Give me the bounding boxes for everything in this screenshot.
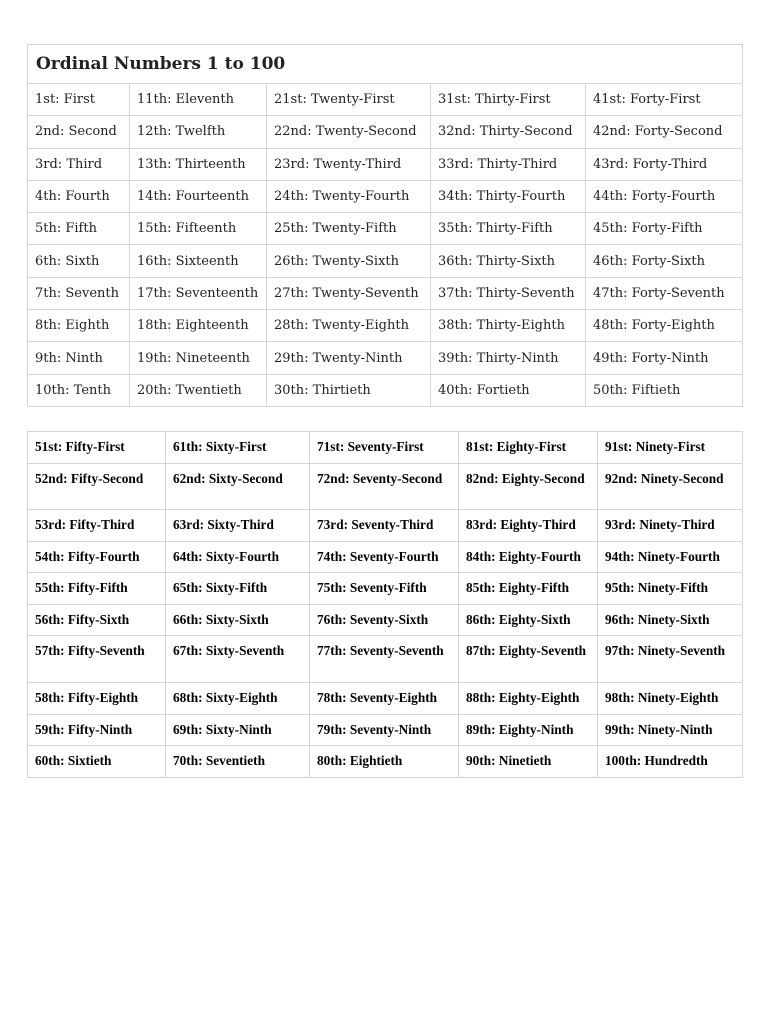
ordinal-cell: 72nd: Seventy-Second <box>310 463 459 510</box>
ordinal-cell: 68th: Sixty-Eighth <box>166 682 310 714</box>
ordinal-cell: 10th: Tenth <box>28 374 130 406</box>
ordinals-table-1-to-50 <box>27 44 743 407</box>
ordinal-cell: 7th: Seventh <box>28 277 130 309</box>
table-row <box>28 148 743 180</box>
ordinal-cell: 12th: Twelfth <box>130 116 267 148</box>
table-row <box>28 374 743 406</box>
ordinal-cell: 31st: Thirty-First <box>431 84 586 116</box>
ordinal-cell: 52nd: Fifty-Second <box>28 463 166 510</box>
ordinal-cell: 99th: Ninety-Ninth <box>598 714 743 746</box>
ordinal-cell: 45th: Forty-Fifth <box>586 213 743 245</box>
ordinal-cell: 30th: Thirtieth <box>267 374 431 406</box>
ordinal-cell: 14th: Fourteenth <box>130 180 267 212</box>
table-row <box>28 510 743 542</box>
ordinal-cell: 4th: Fourth <box>28 180 130 212</box>
ordinal-cell: 77th: Seventy-Seventh <box>310 636 459 683</box>
ordinal-cell: 97th: Ninety-Seventh <box>598 636 743 683</box>
ordinal-cell: 64th: Sixty-Fourth <box>166 541 310 573</box>
ordinal-cell: 86th: Eighty-Sixth <box>459 604 598 636</box>
ordinal-cell: 15th: Fifteenth <box>130 213 267 245</box>
ordinal-cell: 54th: Fifty-Fourth <box>28 541 166 573</box>
ordinal-cell: 39th: Thirty-Ninth <box>431 342 586 374</box>
ordinal-cell: 33rd: Thirty-Third <box>431 148 586 180</box>
table-row <box>28 310 743 342</box>
ordinal-cell: 19th: Nineteenth <box>130 342 267 374</box>
table-row <box>28 116 743 148</box>
ordinal-cell: 66th: Sixty-Sixth <box>166 604 310 636</box>
ordinal-cell: 11th: Eleventh <box>130 84 267 116</box>
ordinal-cell: 20th: Twentieth <box>130 374 267 406</box>
ordinal-cell: 57th: Fifty-Seventh <box>28 636 166 683</box>
ordinal-cell: 92nd: Ninety-Second <box>598 463 743 510</box>
table-row <box>28 180 743 212</box>
ordinal-cell: 50th: Fiftieth <box>586 374 743 406</box>
ordinal-cell: 6th: Sixth <box>28 245 130 277</box>
ordinal-cell: 2nd: Second <box>28 116 130 148</box>
ordinal-cell: 28th: Twenty-Eighth <box>267 310 431 342</box>
ordinal-cell: 21st: Twenty-First <box>267 84 431 116</box>
ordinal-cell: 42nd: Forty-Second <box>586 116 743 148</box>
ordinal-cell: 36th: Thirty-Sixth <box>431 245 586 277</box>
ordinal-cell: 41st: Forty-First <box>586 84 743 116</box>
ordinal-cell: 51st: Fifty-First <box>28 432 166 464</box>
ordinal-cell: 80th: Eightieth <box>310 746 459 778</box>
ordinal-cell: 18th: Eighteenth <box>130 310 267 342</box>
ordinal-cell: 76th: Seventy-Sixth <box>310 604 459 636</box>
ordinal-cell: 22nd: Twenty-Second <box>267 116 431 148</box>
ordinal-cell: 35th: Thirty-Fifth <box>431 213 586 245</box>
ordinal-cell: 74th: Seventy-Fourth <box>310 541 459 573</box>
ordinal-cell: 88th: Eighty-Eighth <box>459 682 598 714</box>
ordinal-cell: 85th: Eighty-Fifth <box>459 573 598 605</box>
ordinal-cell: 58th: Fifty-Eighth <box>28 682 166 714</box>
ordinal-cell: 53rd: Fifty-Third <box>28 510 166 542</box>
table-row <box>28 573 743 605</box>
ordinal-cell: 38th: Thirty-Eighth <box>431 310 586 342</box>
ordinals-table-51-to-100 <box>27 431 743 778</box>
ordinal-cell: 1st: First <box>28 84 130 116</box>
ordinal-cell: 40th: Fortieth <box>431 374 586 406</box>
ordinal-cell: 63rd: Sixty-Third <box>166 510 310 542</box>
table-row <box>28 463 743 510</box>
ordinal-cell: 75th: Seventy-Fifth <box>310 573 459 605</box>
ordinal-cell: 84th: Eighty-Fourth <box>459 541 598 573</box>
ordinal-cell: 93rd: Ninety-Third <box>598 510 743 542</box>
ordinal-cell: 69th: Sixty-Ninth <box>166 714 310 746</box>
ordinal-cell: 82nd: Eighty-Second <box>459 463 598 510</box>
table-body <box>28 432 743 778</box>
ordinal-cell: 79th: Seventy-Ninth <box>310 714 459 746</box>
ordinal-cell: 59th: Fifty-Ninth <box>28 714 166 746</box>
ordinal-cell: 27th: Twenty-Seventh <box>267 277 431 309</box>
table-body <box>28 45 743 407</box>
ordinal-cell: 37th: Thirty-Seventh <box>431 277 586 309</box>
ordinal-cell: 60th: Sixtieth <box>28 746 166 778</box>
ordinal-cell: 70th: Seventieth <box>166 746 310 778</box>
ordinal-cell: 89th: Eighty-Ninth <box>459 714 598 746</box>
ordinal-cell: 91st: Ninety-First <box>598 432 743 464</box>
ordinal-cell: 8th: Eighth <box>28 310 130 342</box>
table-row <box>28 636 743 683</box>
ordinal-cell: 98th: Ninety-Eighth <box>598 682 743 714</box>
ordinal-cell: 87th: Eighty-Seventh <box>459 636 598 683</box>
table-row <box>28 541 743 573</box>
table-row <box>28 432 743 464</box>
ordinal-cell: 73rd: Seventy-Third <box>310 510 459 542</box>
ordinal-cell: 56th: Fifty-Sixth <box>28 604 166 636</box>
ordinal-cell: 71st: Seventy-First <box>310 432 459 464</box>
table-row <box>28 746 743 778</box>
ordinal-cell: 78th: Seventy-Eighth <box>310 682 459 714</box>
ordinal-cell: 94th: Ninety-Fourth <box>598 541 743 573</box>
ordinal-cell: 83rd: Eighty-Third <box>459 510 598 542</box>
ordinal-cell: 47th: Forty-Seventh <box>586 277 743 309</box>
table-row <box>28 245 743 277</box>
table-row <box>28 604 743 636</box>
table-row <box>28 84 743 116</box>
table-caption-row <box>28 45 743 84</box>
ordinal-cell: 44th: Forty-Fourth <box>586 180 743 212</box>
ordinal-cell: 61th: Sixty-First <box>166 432 310 464</box>
ordinal-cell: 48th: Forty-Eighth <box>586 310 743 342</box>
ordinal-cell: 26th: Twenty-Sixth <box>267 245 431 277</box>
ordinal-cell: 46th: Forty-Sixth <box>586 245 743 277</box>
ordinal-cell: 3rd: Third <box>28 148 130 180</box>
table-row <box>28 682 743 714</box>
ordinal-cell: 43rd: Forty-Third <box>586 148 743 180</box>
ordinal-cell: 23rd: Twenty-Third <box>267 148 431 180</box>
ordinal-cell: 90th: Ninetieth <box>459 746 598 778</box>
ordinal-cell: 96th: Ninety-Sixth <box>598 604 743 636</box>
ordinal-cell: 62nd: Sixty-Second <box>166 463 310 510</box>
ordinal-cell: 16th: Sixteenth <box>130 245 267 277</box>
ordinal-cell: 9th: Ninth <box>28 342 130 374</box>
ordinal-cell: 13th: Thirteenth <box>130 148 267 180</box>
ordinal-cell: 25th: Twenty-Fifth <box>267 213 431 245</box>
ordinal-cell: 32nd: Thirty-Second <box>431 116 586 148</box>
ordinal-cell: 65th: Sixty-Fifth <box>166 573 310 605</box>
table-row <box>28 213 743 245</box>
table-row <box>28 342 743 374</box>
ordinal-cell: 55th: Fifty-Fifth <box>28 573 166 605</box>
ordinal-cell: 81st: Eighty-First <box>459 432 598 464</box>
ordinal-cell: 29th: Twenty-Ninth <box>267 342 431 374</box>
ordinal-cell: 34th: Thirty-Fourth <box>431 180 586 212</box>
ordinal-cell: 5th: Fifth <box>28 213 130 245</box>
ordinal-cell: 17th: Seventeenth <box>130 277 267 309</box>
table-row <box>28 714 743 746</box>
ordinal-cell: 24th: Twenty-Fourth <box>267 180 431 212</box>
ordinal-cell: 95th: Ninety-Fifth <box>598 573 743 605</box>
table-title: Ordinal Numbers 1 to 100 <box>28 45 743 84</box>
table-row <box>28 277 743 309</box>
ordinal-cell: 100th: Hundredth <box>598 746 743 778</box>
ordinal-cell: 67th: Sixty-Seventh <box>166 636 310 683</box>
ordinal-cell: 49th: Forty-Ninth <box>586 342 743 374</box>
